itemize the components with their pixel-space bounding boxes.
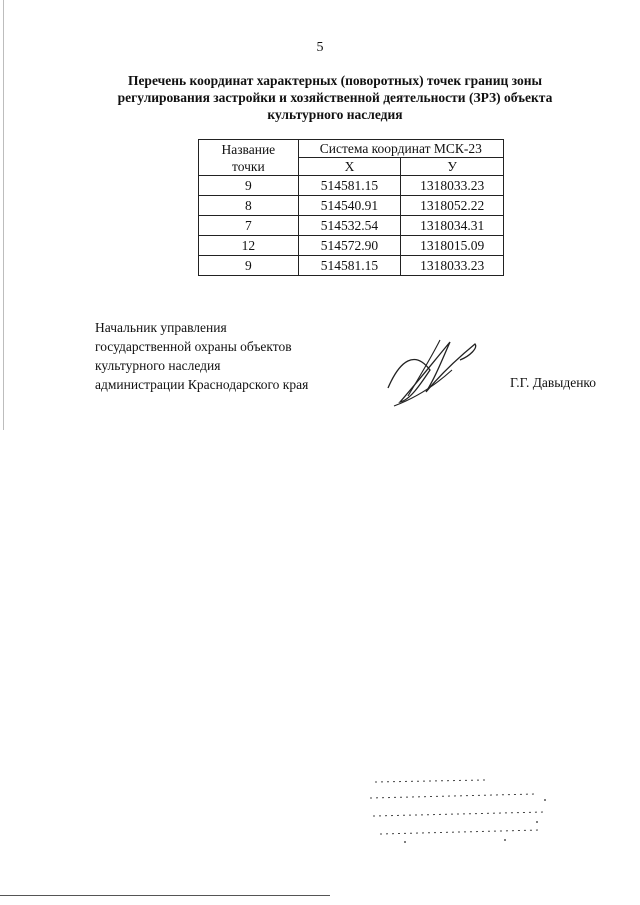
y-cell: 1318034.31 — [401, 216, 504, 236]
document-title — [70, 72, 600, 123]
x-cell: 514581.15 — [298, 176, 401, 196]
table-row — [199, 176, 504, 196]
y-cell: 1318033.23 — [401, 176, 504, 196]
header-y: У — [401, 158, 504, 176]
coordinates-table — [198, 139, 504, 276]
signer-name: Г.Г. Давыденко — [510, 375, 597, 390]
title-line-2: регулирования застройки и хозяйственной деятельности (ЗРЗ) объекта — [117, 90, 553, 105]
point-name-cell: 8 — [199, 196, 299, 216]
signatory-line-2: государственной охраны объектов — [95, 339, 292, 354]
signatory-line-1: Начальник управления — [95, 320, 227, 335]
x-cell: 514540.91 — [298, 196, 401, 216]
x-cell: 514581.15 — [298, 256, 401, 276]
point-name-cell: 9 — [199, 176, 299, 196]
header-point-name — [199, 140, 299, 176]
table-row — [199, 236, 504, 256]
y-cell: 1318015.09 — [401, 236, 504, 256]
table-row — [199, 256, 504, 276]
faint-stamp-marks — [365, 770, 555, 850]
point-name-cell: 7 — [199, 216, 299, 236]
point-name-cell: 9 — [199, 256, 299, 276]
signatory-position — [95, 318, 308, 394]
title-line-1: Перечень координат характерных (поворотных) точек границ зоны — [127, 73, 543, 88]
header-coordinate-system: Система координат МСК-23 — [298, 140, 503, 158]
y-cell: 1318052.22 — [401, 196, 504, 216]
signatory-line-3: культурного наследия — [95, 358, 221, 373]
table-row — [199, 196, 504, 216]
x-cell: 514532.54 — [298, 216, 401, 236]
point-name-cell: 12 — [199, 236, 299, 256]
page-edge-line — [3, 0, 4, 430]
header-point-name-line-2: точки — [231, 158, 265, 174]
title-line-3: культурного наследия — [267, 107, 403, 122]
x-cell: 514572.90 — [298, 236, 401, 256]
signatory-line-4: администрации Краснодарского края — [95, 377, 309, 392]
handwritten-signature — [380, 330, 490, 410]
bottom-rule — [0, 895, 330, 896]
header-x: X — [298, 158, 401, 176]
page-number: 5 — [316, 40, 324, 55]
header-point-name-line-1: Название — [221, 141, 276, 157]
y-cell: 1318033.23 — [401, 256, 504, 276]
table-row — [199, 216, 504, 236]
